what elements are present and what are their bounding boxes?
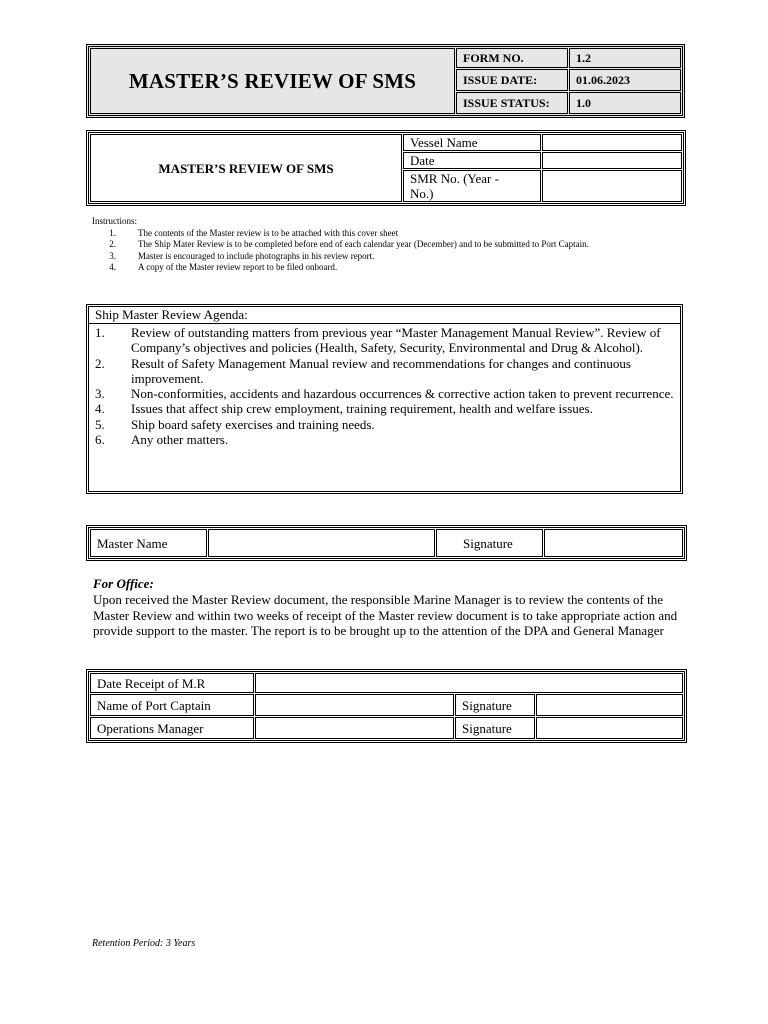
agenda-item: 4. Issues that affect ship crew employment, training requirement, health and welfare issues. [95, 401, 593, 417]
agenda-item: 1. Review of outstanding matters from previous year “Master Management Manual Review”. Review of Company’s objectives and policies (Health, Safety, Security, Environmental and Drug & Alcohol). [95, 325, 661, 356]
form-no-label: FORM NO. [456, 48, 568, 68]
issue-status-value: 1.0 [569, 92, 681, 114]
form-header [86, 44, 685, 118]
agenda-box [86, 304, 683, 494]
instruction-item: 1. The contents of the Master review is to be attached with this cover sheet [109, 227, 399, 238]
office-table [86, 669, 687, 743]
port-captain-signature-label: Signature [455, 694, 535, 716]
port-captain-field[interactable] [255, 694, 454, 716]
master-signature-label: Signature [436, 529, 543, 557]
date-receipt-field[interactable] [255, 673, 683, 693]
form-title: MASTER’S REVIEW OF SMS [90, 48, 455, 114]
operations-manager-label: Operations Manager [90, 717, 254, 739]
instruction-item: 2. The Ship Mater Review is to be completed before end of each calendar year (December) and to be submitted to Port Captain. [109, 239, 589, 249]
smr-no-field[interactable] [542, 170, 682, 202]
date-label: Date [403, 152, 541, 169]
retention-period: Retention Period: 3 Years [92, 938, 196, 949]
operations-manager-field[interactable] [255, 717, 454, 739]
vessel-name-label: Vessel Name [403, 134, 541, 151]
office-text: Upon received the Master Review document, the responsible Marine Manager is to review the contents of the Master Review and within two weeks of receipt of the Master review document is to take appropriate action and provide support to the master. The report is to be brought up to the attention of the DPA and General Manager [93, 592, 678, 638]
agenda-item: 5. Ship board safety exercises and training needs. [95, 416, 375, 432]
form-no-value: 1.2 [569, 48, 681, 68]
port-captain-label: Name of Port Captain [90, 694, 254, 716]
date-receipt-label: Date Receipt of M.R [90, 673, 254, 693]
instructions [92, 216, 692, 274]
date-field[interactable] [542, 152, 682, 169]
instruction-item: 3. Master is encouraged to include photographs in his review report. [109, 250, 375, 261]
vessel-info-table [86, 130, 686, 206]
master-signature-field[interactable] [544, 529, 683, 557]
issue-status-label: ISSUE STATUS: [456, 92, 568, 114]
master-signature-table [86, 525, 687, 561]
instructions-heading: Instructions: [92, 216, 137, 226]
issue-date-value: 01.06.2023 [569, 69, 681, 91]
master-name-field[interactable] [208, 529, 435, 557]
operations-manager-signature-field[interactable] [536, 717, 683, 739]
operations-manager-signature-label: Signature [455, 717, 535, 739]
agenda-item: 3. Non-conformities, accidents and hazardous occurrences & corrective action taken to prevent recurrence. [95, 386, 674, 402]
vessel-block-title: MASTER’S REVIEW OF SMS [90, 134, 402, 202]
master-name-label: Master Name [90, 529, 207, 557]
port-captain-signature-field[interactable] [536, 694, 683, 716]
agenda-item: 6. Any other matters. [95, 432, 229, 448]
instruction-item: 4. A copy of the Master review report to be filed onboard. [109, 262, 338, 272]
office-title: For Office: [93, 576, 154, 591]
vessel-name-field[interactable] [542, 134, 682, 151]
agenda-heading: Ship Master Review Agenda: [89, 307, 680, 324]
issue-date-label: ISSUE DATE: [456, 69, 568, 91]
agenda-item: 2. Result of Safety Management Manual review and recommendations for changes and continuous improvement. [95, 355, 631, 386]
smr-no-label: SMR No. (Year - No.) [403, 170, 541, 202]
